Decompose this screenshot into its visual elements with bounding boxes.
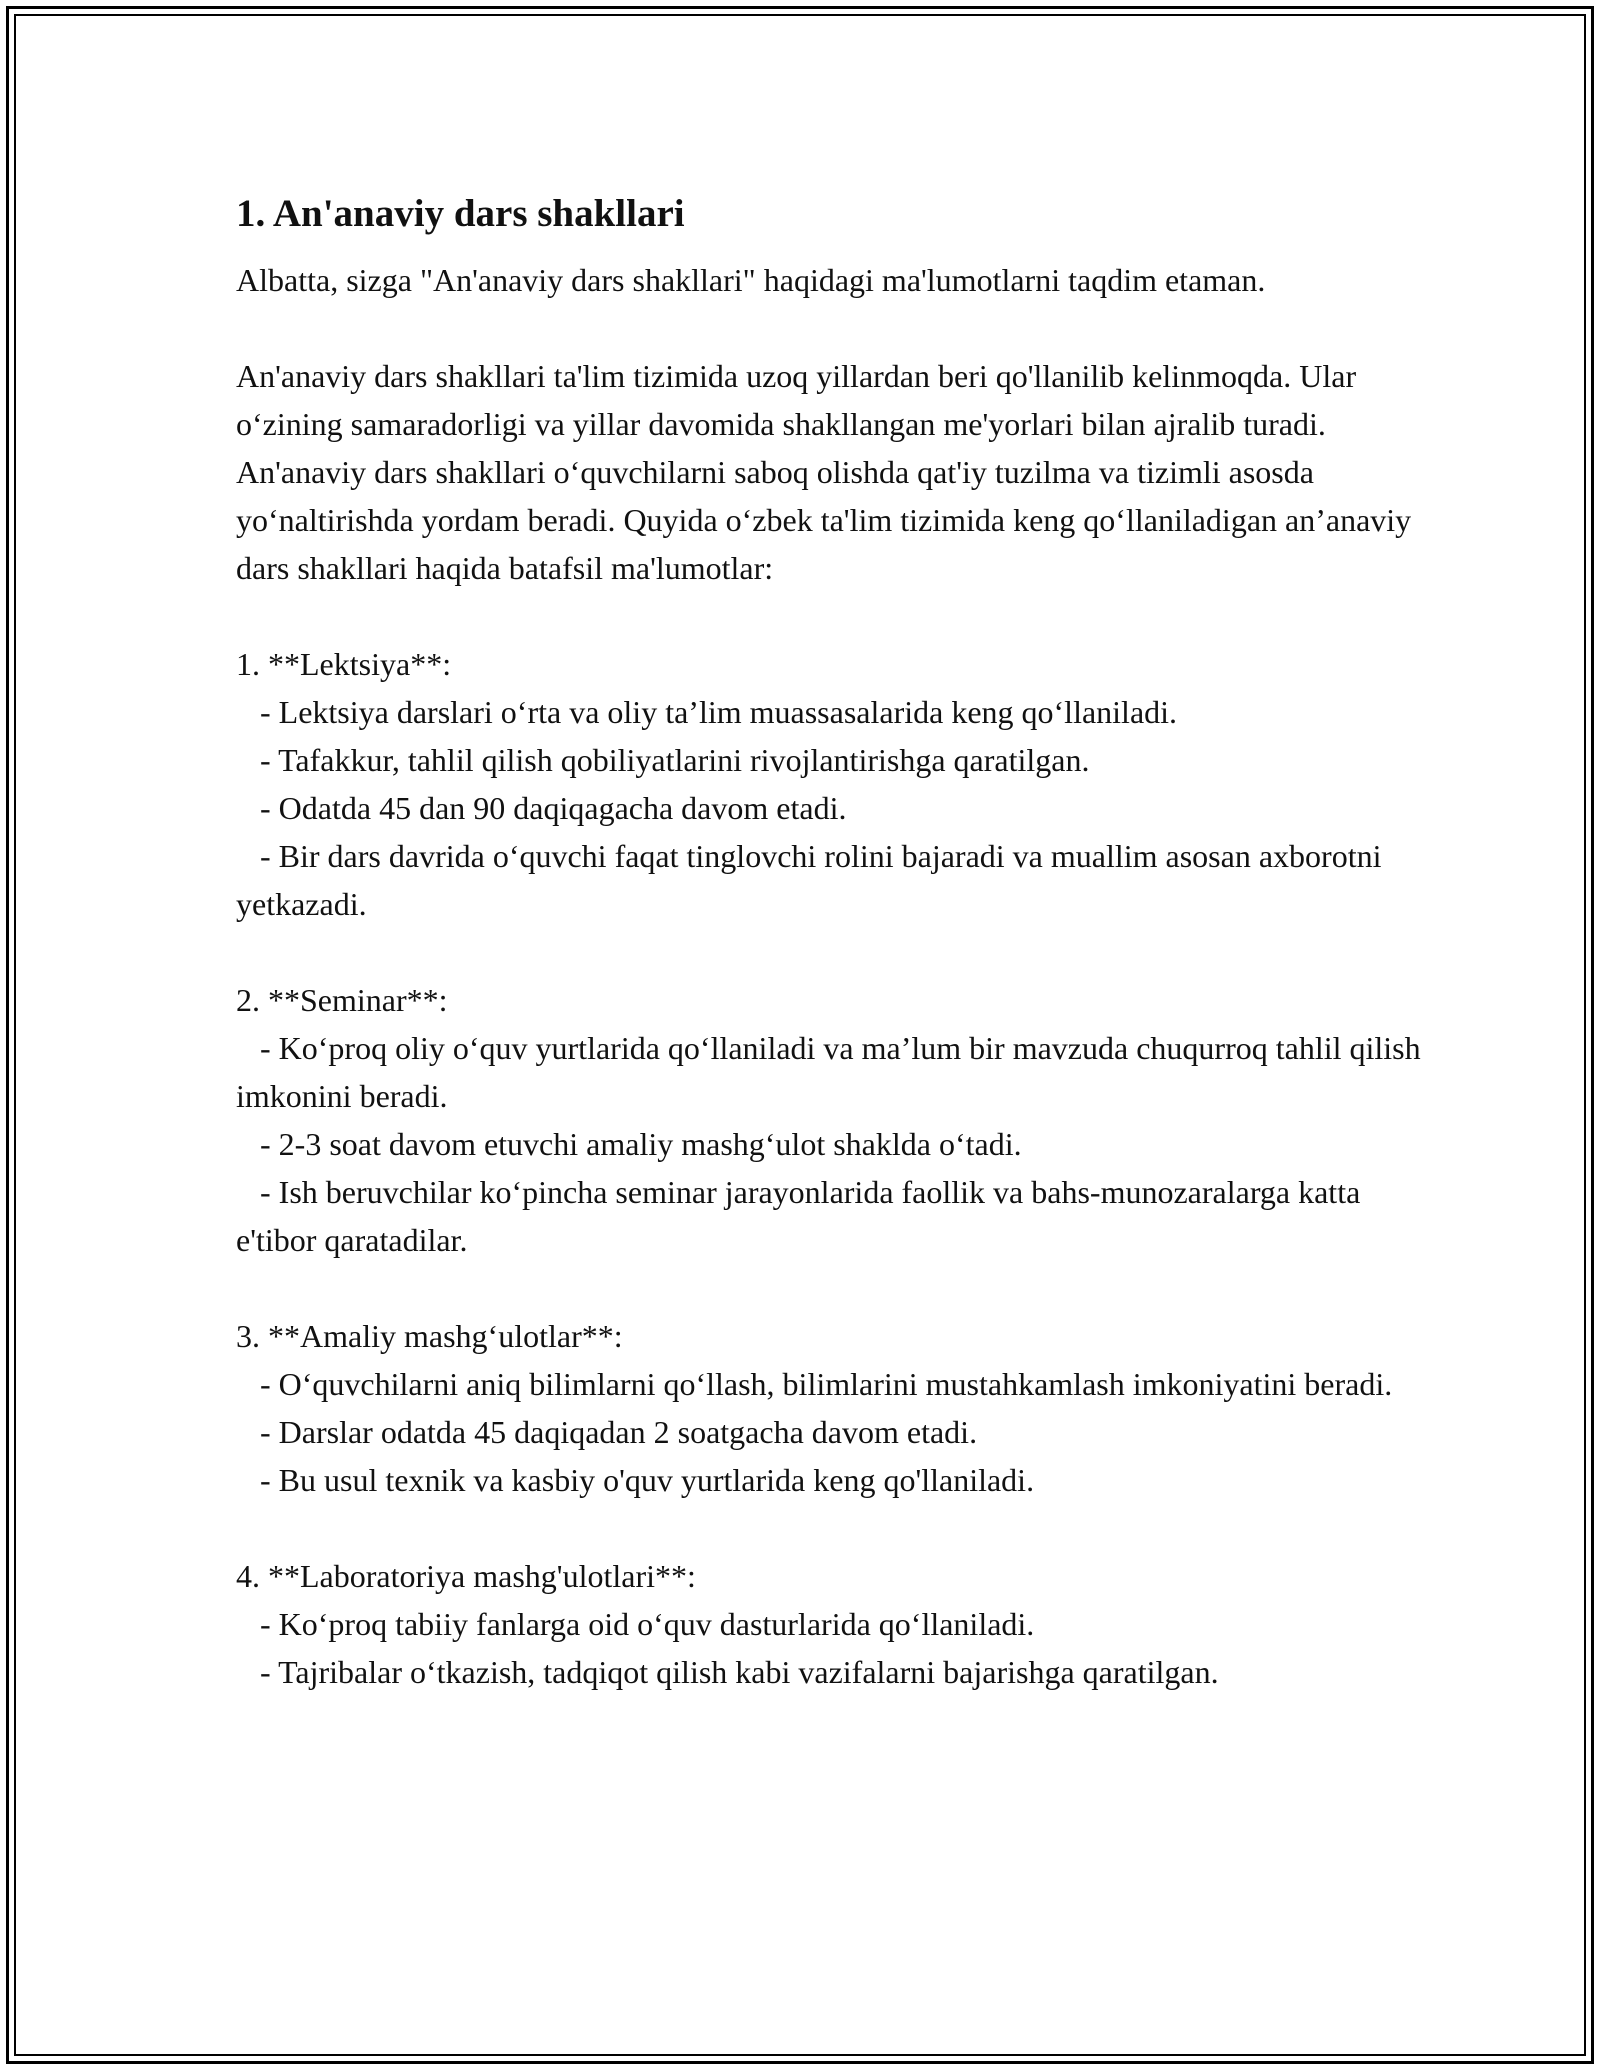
section-heading: 2. **Seminar**: [236,982,448,1018]
section-heading: 4. **Laboratoriya mashg'ulotlari**: [236,1558,696,1594]
section-lektsiya [236,640,1426,928]
section-amaliy-mashgulotlar [236,1312,1426,1504]
intro-paragraph: Albatta, sizga "An'anaviy dars shakllari" haqidagi ma'lumotlarni taqdim etaman. [236,262,1266,298]
section-seminar [236,976,1429,1264]
section-heading: 3. **Amaliy mashg‘ulotlar**: [236,1318,623,1354]
document-body [236,186,1429,1744]
bullet-item: - Tajribalar o‘tkazish, tadqiqot qilish kabi vazifalarni bajarishga qaratilgan. [236,1654,1219,1690]
bullet-item: - Lektsiya darslari o‘rta va oliy ta’lim muassasalarida keng qo‘llaniladi. [236,694,1178,730]
bullet-item: - Tafakkur, tahlil qilish qobiliyatlarini rivojlantirishga qaratilgan. [236,742,1090,778]
overview-paragraph: An'anaviy dars shakllari ta'lim tizimida uzoq yillardan beri qo'llanilib kelinmoqda. Ular o‘zining samaradorligi va yillar davomida shakllangan me'yorlari bilan ajralib turadi. An'anaviy dars shakllari o‘quvchilarni saboq olishda qat'iy tuzilma va tizimli asosda yo‘naltirishda yordam beradi. Quyida o‘zbek ta'lim tizimida keng qo‘llaniladigan an’anaviy dars shakllari haqida batafsil ma'lumotlar: [236,358,1420,586]
bullet-item: - Odatda 45 dan 90 daqiqagacha davom etadi. [236,790,847,826]
bullet-item: - Ko‘proq tabiiy fanlarga oid o‘quv dasturlarida qo‘llaniladi. [236,1606,1035,1642]
bullet-item: - Bu usul texnik va kasbiy o'quv yurtlarida keng qo'llaniladi. [236,1462,1035,1498]
bullet-item: - Ko‘proq oliy o‘quv yurtlarida qo‘llaniladi va ma’lum bir mavzuda chuqurroq tahlil qilish imkonini beradi. [236,1030,1429,1114]
section-laboratoriya [236,1552,1426,1696]
bullet-item: - 2-3 soat davom etuvchi amaliy mashg‘ulot shaklda o‘tadi. [236,1126,1022,1162]
bullet-item: - Ish beruvchilar ko‘pincha seminar jarayonlarida faollik va bahs-munozaralarga katta e'tibor qaratadilar. [236,1174,1369,1258]
section-heading: 1. **Lektsiya**: [236,646,452,682]
bullet-item: - O‘quvchilarni aniq bilimlarni qo‘llash, bilimlarini mustahkamlash imkoniyatini beradi. [236,1366,1393,1402]
document-title: 1. An'anaviy dars shakllari [236,192,685,235]
bullet-item: - Bir dars davrida o‘quvchi faqat tinglovchi rolini bajaradi va muallim asosan axborotni yetkazadi. [236,838,1390,922]
bullet-item: - Darslar odatda 45 daqiqadan 2 soatgacha davom etadi. [236,1414,978,1450]
